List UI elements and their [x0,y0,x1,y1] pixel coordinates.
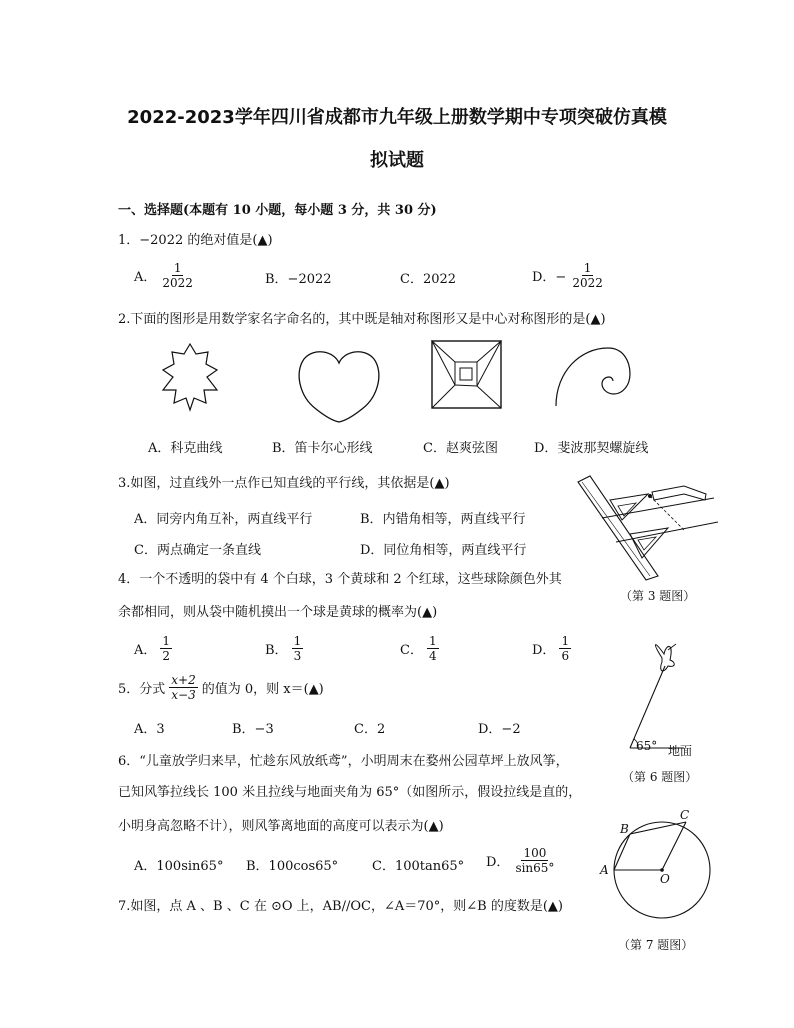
q6-angle-label: 65° [636,739,658,753]
q1-a-den: 2022 [162,276,193,290]
q2-option-d: D．斐波那契螺旋线 [534,441,649,456]
q4-d-fraction [559,634,571,663]
q5-option-b: B．−3 [232,722,274,737]
q4-option-c [400,634,439,663]
q5-fraction [169,673,197,702]
q6-option-d [486,846,556,875]
q6-figure-caption: （第 6 题图） [622,770,698,784]
q2-stem: 2.下面的图形是用数学家名字命名的，其中既是轴对称图形又是中心对称图形的是(▲) [118,312,606,327]
q4-stem-line2: 余都相同，则从袋中随机摸出一个球是黄球的概率为(▲) [118,605,438,620]
q6-d-den: sin65° [515,861,555,875]
q4-a-label: A． [134,643,157,658]
q7-point-o-label: O [660,872,670,886]
q6-d-label: D． [486,855,510,870]
q7-point-c-label: C [680,808,690,822]
q6-option-c: C．100tan65° [372,859,465,874]
q7-point-a-label: A [600,863,609,877]
q4-option-a [134,634,172,663]
q4-stem-line1: 4．一个不透明的袋中有 4 个白球，3 个黄球和 2 个红球，这些球除颜色外其 [118,572,562,587]
q1-option-a [134,261,195,290]
q3-option-b: B．内错角相等，两直线平行 [360,512,526,527]
q4-d-den: 6 [561,649,570,663]
q4-c-num: 1 [428,634,437,648]
q5-option-c: C．2 [354,722,386,737]
q1-d-num: 1 [583,261,592,275]
cardioid-figure [294,345,384,425]
q4-c-label: C． [400,643,423,658]
q1-a-num: 1 [173,261,182,275]
q6-option-b: B．100cos65° [246,859,339,874]
q5-post: 的值为 0，则 x＝(▲) [201,682,324,697]
q3-option-a: A．同旁内角互补，两直线平行 [134,512,313,527]
q6-stem-line3: 小明身高忽略不计），则风筝离地面的高度可以表示为(▲) [118,819,444,834]
q3-option-c: C．两点确定一条直线 [134,543,261,558]
zhao-shuang-diagram-figure [430,340,504,410]
q4-option-b [265,634,303,663]
q6-option-a: A．100sin65° [134,859,224,874]
q6-stem-line1: 6．“儿童放学归来早，忙趁东风放纸鸢”，小明周末在婺州公园草坪上放风筝， [118,754,569,769]
q2-option-b: B．笛卡尔心形线 [272,441,373,456]
q4-b-label: B． [265,643,288,658]
koch-snowflake-figure [150,340,230,420]
q6-stem-line2: 已知风筝拉线长 100 米且拉线与地面夹角为 65°（如图所示，假设拉线是直的， [118,785,582,800]
q5-pre: 5．分式 [118,682,166,697]
q1-d-fraction [570,261,605,290]
q4-b-den: 3 [293,649,302,663]
page-title-line2: 拟试题 [370,150,424,171]
q5-option-a: A．3 [134,722,165,737]
q1-d-den: 2022 [572,276,603,290]
q1-option-d [532,261,605,290]
q7-point-b-label: B [620,822,629,836]
q1-a-fraction [160,261,195,290]
q4-b-num: 1 [293,634,302,648]
q1-option-b: B．−2022 [265,272,332,287]
q6-d-fraction [513,846,556,875]
q4-option-d [532,634,571,663]
q4-a-fraction [160,634,172,663]
q4-a-num: 1 [162,634,171,648]
q1-option-c: C．2022 [400,272,457,287]
q5-stem [118,673,324,702]
q4-d-num: 1 [561,634,570,648]
q5-option-d: D．−2 [478,722,521,737]
q7-stem: 7.如图，点 A 、B 、C 在 ⊙O 上，AB//OC，∠A＝70°，则∠B 的度数是(▲) [118,899,563,914]
q3-ruler-setsquare-figure [572,472,718,580]
q4-c-fraction [427,634,439,663]
q5-num: x+2 [171,673,196,687]
q6-ground-label: 地面 [668,744,693,758]
section-heading: 一、选择题(本题有 10 小题，每小题 3 分，共 30 分) [118,203,437,218]
q4-a-den: 2 [162,649,171,663]
fibonacci-spiral-figure [552,344,632,410]
q1-d-label: D．− [532,270,567,285]
q4-d-label: D． [532,643,556,658]
q7-figure-caption: （第 7 题图） [618,938,694,952]
q5-den: x−3 [171,688,196,702]
q4-b-fraction [292,634,304,663]
q1-stem: 1．−2022 的绝对值是(▲) [118,233,273,248]
q3-figure-caption: （第 3 题图） [620,589,696,603]
q2-option-a: A．科克曲线 [148,441,223,456]
q3-stem: 3.如图，过直线外一点作已知直线的平行线，其依据是(▲) [118,476,450,491]
page-title-line1: 2022-2023学年四川省成都市九年级上册数学期中专项突破仿真模 [127,107,667,128]
q1-a-label: A． [134,270,157,285]
q3-option-d: D．同位角相等，两直线平行 [360,543,527,558]
q2-option-c: C．赵爽弦图 [423,441,498,456]
q4-c-den: 4 [428,649,437,663]
q6-d-num: 100 [523,846,547,860]
